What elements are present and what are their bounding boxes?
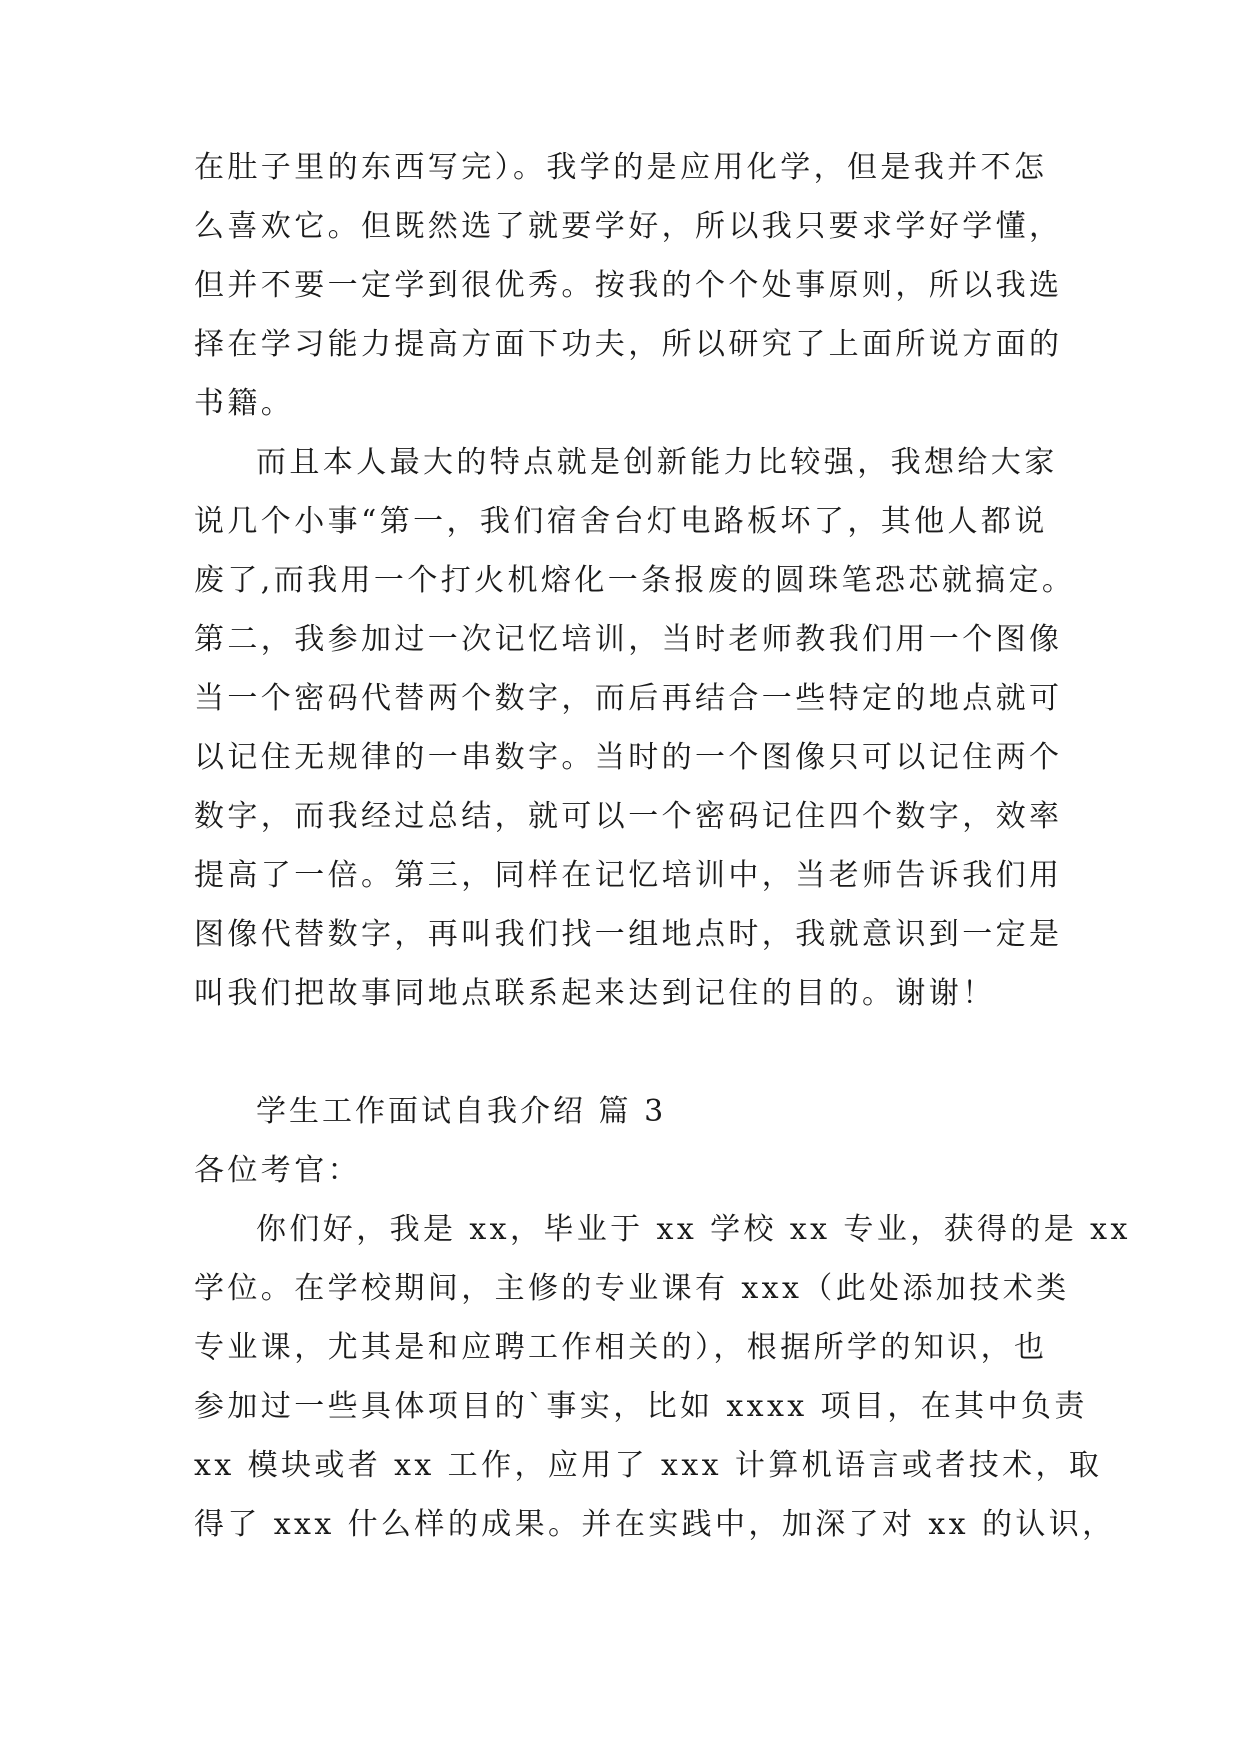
paragraph-2-line-5: 当一个密码代替两个数字，而后再结合一些特定的地点就可	[194, 681, 1063, 716]
paragraph-3-line-4: 参加过一些具体项目的`事实，比如 xxxx 项目，在其中负责	[194, 1389, 1088, 1424]
salutation: 各位考官：	[194, 1153, 361, 1188]
paragraph-2-line-1: 而且本人最大的特点就是创新能力比较强，我想给大家	[256, 445, 1058, 480]
paragraph-2-line-8: 提高了一倍。第三，同样在记忆培训中，当老师告诉我们用	[194, 858, 1063, 893]
paragraph-2-line-10: 叫我们把故事同地点联系起来达到记住的目的。谢谢！	[194, 976, 996, 1011]
paragraph-1-line-3: 但并不要一定学到很优秀。按我的个个处事原则，所以我选	[194, 268, 1063, 303]
paragraph-3-line-2: 学位。在学校期间，主修的专业课有 xxx（此处添加技术类	[194, 1271, 1070, 1306]
paragraph-2-line-3: 废了,而我用一个打火机熔化一条报废的圆珠笔恐芯就搞定。	[194, 563, 1076, 598]
paragraph-1-line-4: 择在学习能力提高方面下功夫，所以研究了上面所说方面的	[194, 327, 1063, 362]
paragraph-2-line-9: 图像代替数字，再叫我们找一组地点时，我就意识到一定是	[194, 917, 1063, 952]
paragraph-1-line-5: 书籍。	[194, 386, 295, 421]
section-heading: 学生工作面试自我介绍 篇 3	[256, 1094, 667, 1129]
paragraph-2-line-4: 第二，我参加过一次记忆培训，当时老师教我们用一个图像	[194, 622, 1063, 657]
paragraph-2-line-2: 说几个小事“第一，我们宿舍台灯电路板坏了，其他人都说	[194, 504, 1048, 539]
paragraph-2-line-7: 数字，而我经过总结，就可以一个密码记住四个数字，效率	[194, 799, 1063, 834]
paragraph-3-line-6: 得了 xxx 什么样的成果。并在实践中，加深了对 xx 的认识，	[194, 1507, 1116, 1542]
paragraph-3-line-3: 专业课，尤其是和应聘工作相关的），根据所学的知识，也	[194, 1330, 1048, 1365]
paragraph-2-line-6: 以记住无规律的一串数字。当时的一个图像只可以记住两个	[194, 740, 1063, 775]
paragraph-1-line-2: 么喜欢它。但既然选了就要学好，所以我只要求学好学懂，	[194, 209, 1063, 244]
paragraph-1-line-1: 在肚子里的东西写完）。我学的是应用化学，但是我并不怎	[194, 150, 1048, 185]
paragraph-3-line-5: xx 模块或者 xx 工作，应用了 xxx 计算机语言或者技术，取	[194, 1448, 1103, 1483]
paragraph-3-line-1: 你们好，我是 xx，毕业于 xx 学校 xx 专业，获得的是 xx	[256, 1212, 1131, 1247]
